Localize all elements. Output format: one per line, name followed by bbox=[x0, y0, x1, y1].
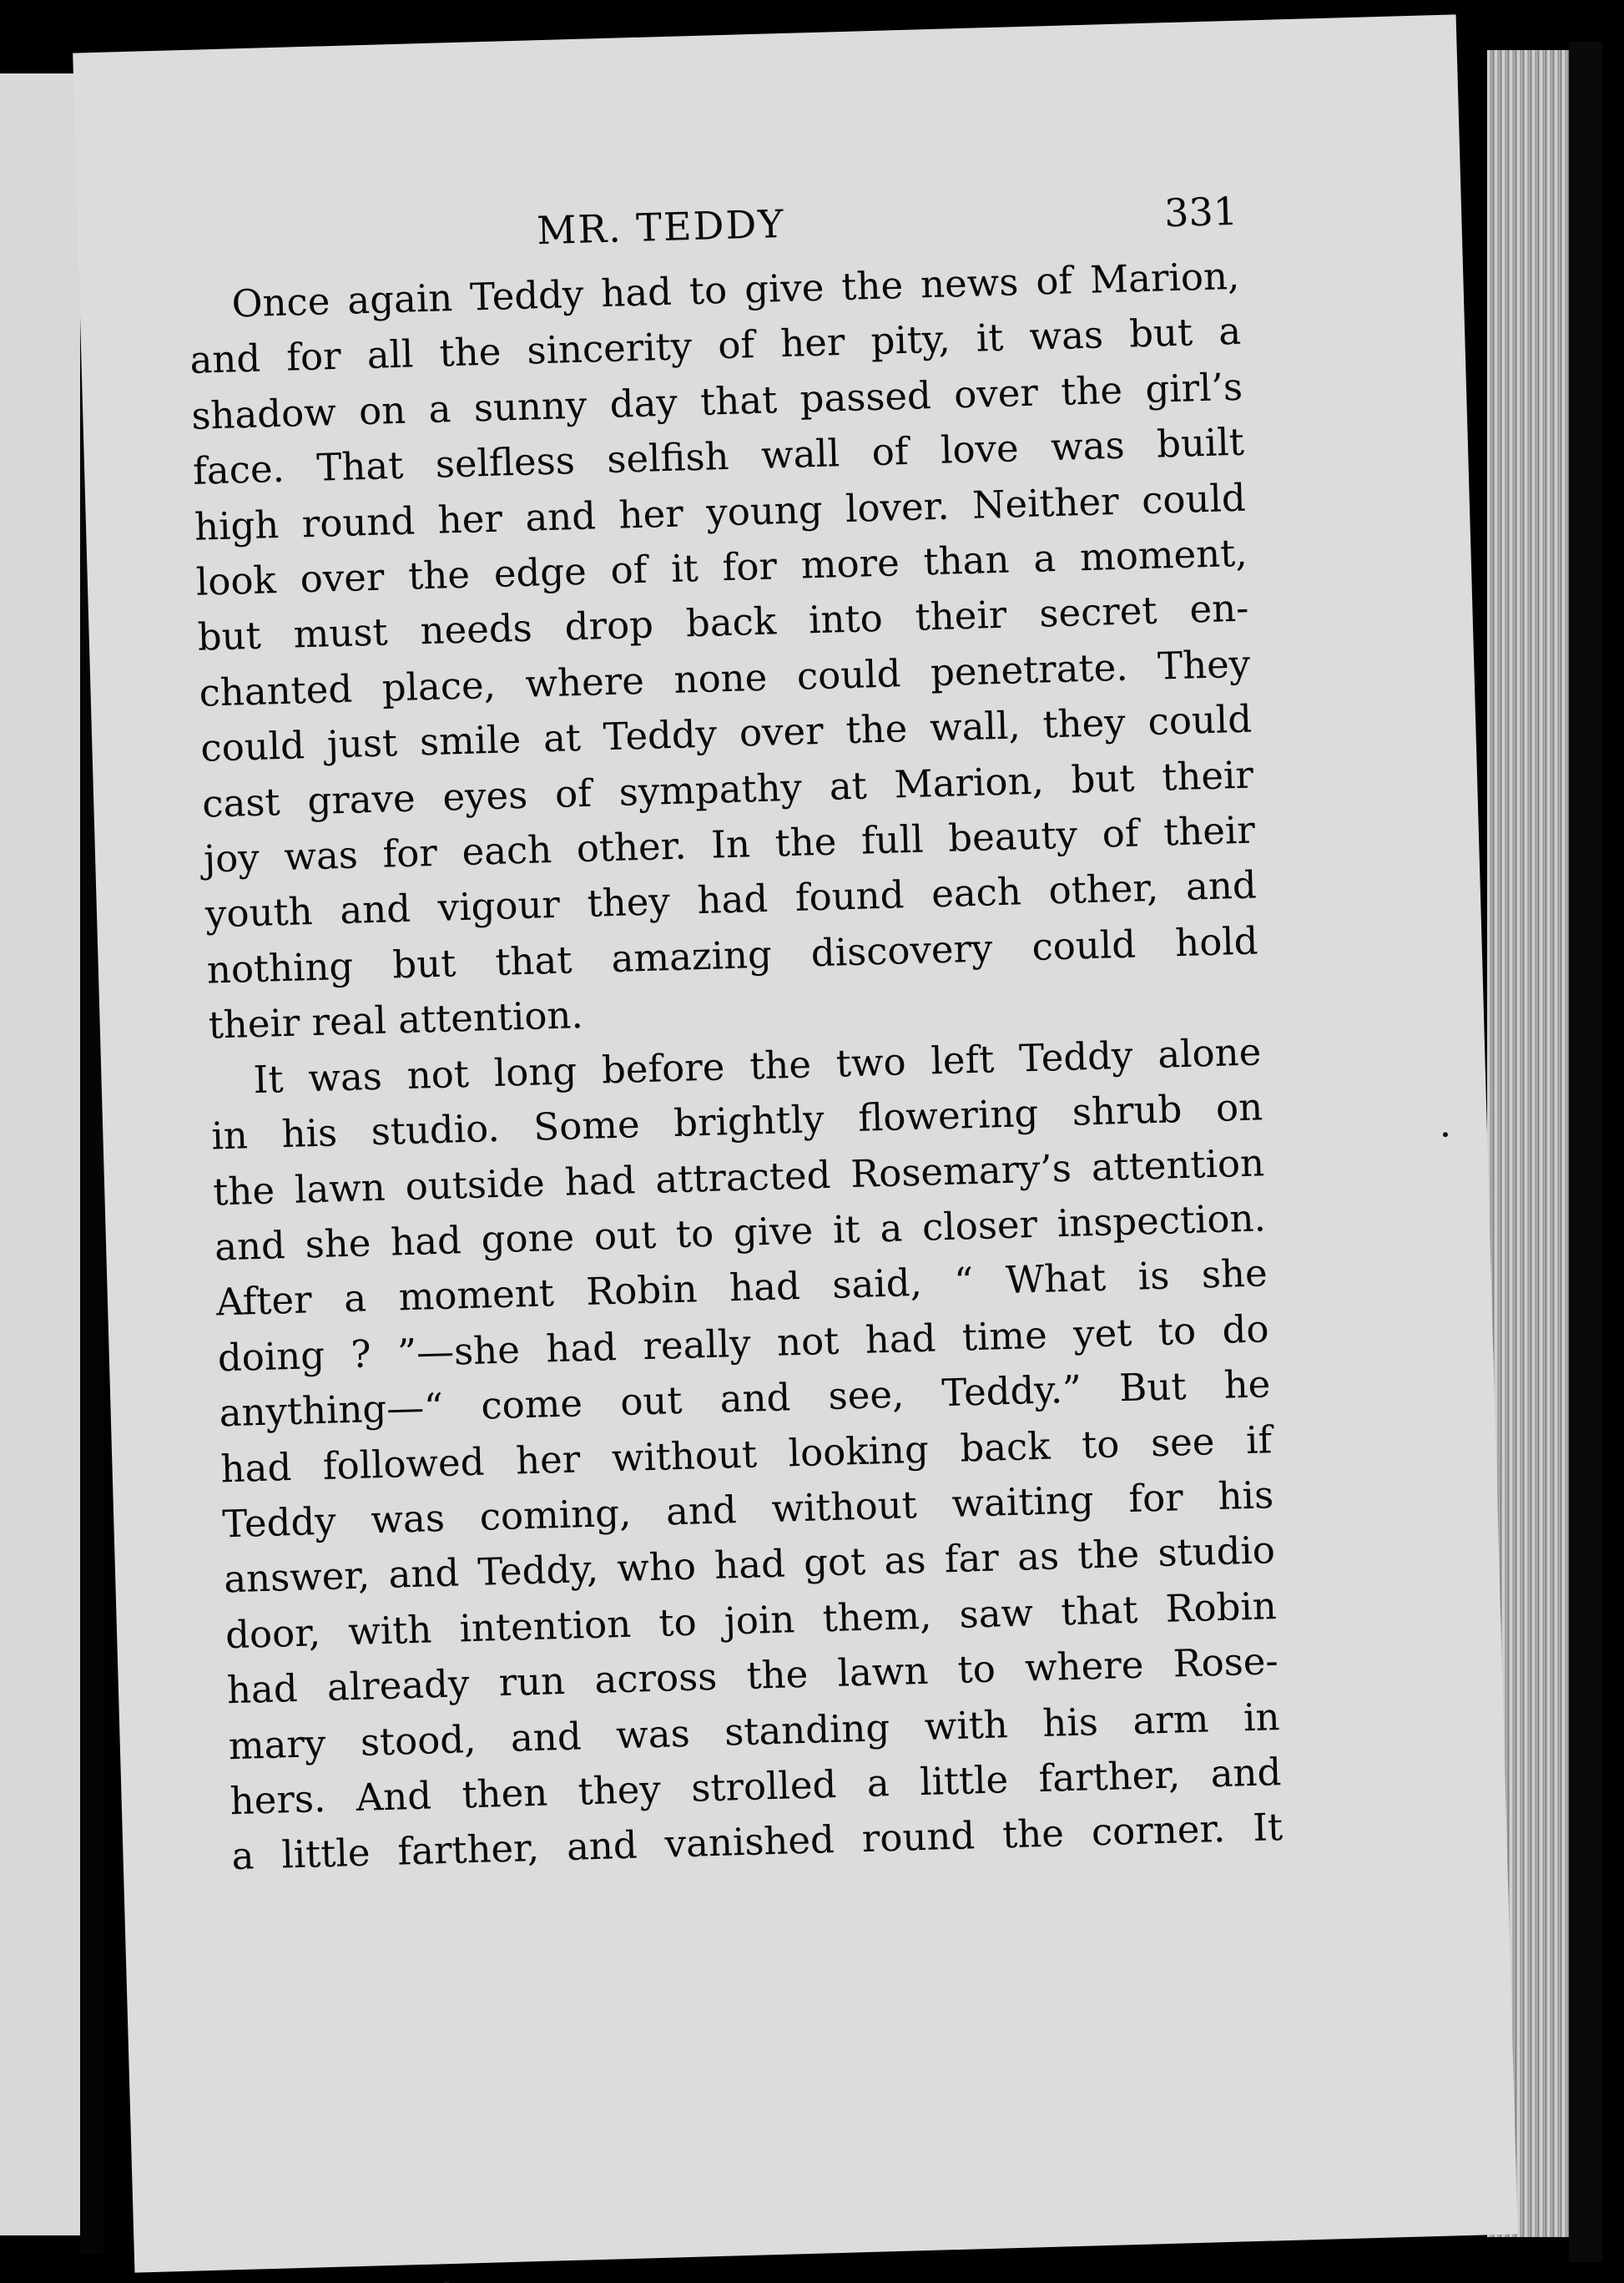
text-line: chanted place, where none could penetrate. They bbox=[198, 641, 1251, 715]
text-line: Once again Teddy had to give the news of Marion, bbox=[230, 253, 1240, 326]
text-line: joy was for each other. In the full beauty of their bbox=[203, 807, 1256, 881]
text-line: face. That selfless selfish wall of love was built bbox=[192, 419, 1245, 494]
text-line: had already run across the lawn to where Rose- bbox=[226, 1639, 1279, 1713]
text-line: mary stood, and was standing with his arm in bbox=[228, 1694, 1281, 1768]
text-line: a little farther, and vanished round the corner. It bbox=[230, 1805, 1284, 1879]
text-line: the lawn outside had attracted Rosemary’s attention bbox=[212, 1139, 1265, 1214]
page-number: 331 bbox=[1163, 188, 1238, 236]
text-line: Teddy was coming, and without waiting for his bbox=[221, 1472, 1274, 1547]
paragraph-2 bbox=[209, 1024, 1284, 1885]
running-title: MR. TEDDY bbox=[536, 200, 786, 254]
paragraph-1 bbox=[188, 249, 1260, 1054]
text-line: It was not long before the two left Teddy alone bbox=[252, 1029, 1262, 1102]
text-line: door, with intention to join them, saw that Robin bbox=[224, 1583, 1278, 1658]
facing-page-edge bbox=[0, 73, 80, 2235]
text-line: look over the edge of it for more than a moment, bbox=[195, 530, 1248, 604]
text-line: and she had gone out to give it a closer inspection. bbox=[214, 1195, 1267, 1270]
text-line: in his studio. Some brightly flowering shrub on bbox=[210, 1084, 1263, 1159]
text-line: but must needs drop back into their secret en- bbox=[197, 586, 1250, 660]
text-line: After a moment Robin had said, “ What is she bbox=[215, 1250, 1268, 1325]
text-line: answer, and Teddy, who had got as far as the studio bbox=[223, 1528, 1276, 1602]
scan-border bbox=[1569, 42, 1602, 2262]
text-line: could just smile at Teddy over the wall, they could bbox=[199, 696, 1253, 770]
text-line: shadow on a sunny day that passed over the girl’s bbox=[190, 364, 1243, 438]
text-line: their real attention. bbox=[208, 992, 584, 1048]
text-line: had followed her without looking back to see if bbox=[219, 1417, 1273, 1491]
text-line: doing ? ”—she had really not had time yet to do bbox=[217, 1306, 1270, 1381]
ink-speck bbox=[1443, 1132, 1448, 1137]
text-line: and for all the sincerity of her pity, it was but a bbox=[189, 309, 1242, 383]
book-page bbox=[73, 14, 1518, 2272]
text-line: cast grave eyes of sympathy at Marion, but their bbox=[201, 752, 1254, 826]
text-line: anything—“ come out and see, Teddy.” But he bbox=[219, 1361, 1271, 1436]
page-text-block bbox=[186, 184, 1284, 1885]
text-line: hers. And then they strolled a little farther, and bbox=[229, 1750, 1282, 1824]
text-line: youth and vigour they had found each other, and bbox=[204, 862, 1258, 937]
text-line: high round her and her young lover. Neither could bbox=[194, 475, 1247, 549]
text-line: nothing but that amazing discovery could hold bbox=[206, 918, 1259, 992]
